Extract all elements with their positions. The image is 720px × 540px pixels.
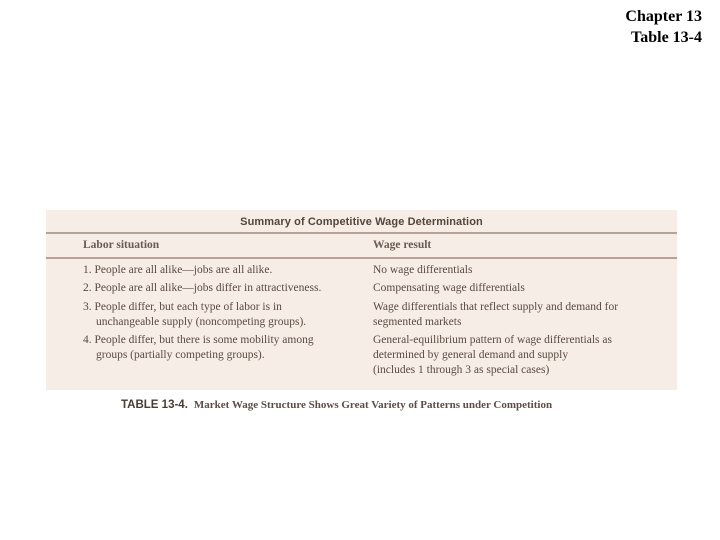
row-4-result-line: General-equilibrium pattern of wage differentials as (373, 334, 612, 346)
row-4-situation-line: 4. People differ, but there is some mobility among (83, 334, 314, 346)
row-4-situation-line: groups (partially competing groups). (96, 349, 265, 361)
wage-determination-table (46, 210, 677, 390)
caption-text: Market Wage Structure Shows Great Variety of Patterns under Competition (193, 399, 553, 411)
row-3-result-line: segmented markets (373, 316, 462, 328)
row-3-situation-line: unchangeable supply (noncompeting groups). (96, 316, 307, 328)
row-3-situation-line: 3. People differ, but each type of labor is in (83, 301, 282, 313)
row-1-result-line: No wage differentials (373, 264, 473, 276)
row-1-situation-line: 1. People are all alike—jobs are all alike. (83, 264, 273, 276)
table-top-rule (46, 232, 677, 234)
row-2-labor-situation (83, 281, 363, 296)
row-4-result-line: (includes 1 through 3 as special cases) (373, 364, 550, 376)
column-header-wage-result: Wage result (373, 239, 432, 251)
row-2-wage-result (373, 281, 665, 296)
row-3-wage-result (373, 300, 665, 330)
table-reference-label: Table 13-4 (631, 29, 702, 46)
table-header-rule (46, 257, 677, 259)
caption-label: TABLE 13-4. (121, 399, 188, 411)
row-2-situation-line: 2. People are all alike—jobs differ in attractiveness. (83, 282, 322, 294)
chapter-label: Chapter 13 (625, 8, 702, 25)
table-title: Summary of Competitive Wage Determination (240, 216, 483, 228)
row-4-wage-result (373, 333, 665, 378)
row-1-wage-result (373, 263, 665, 278)
column-header-labor-situation: Labor situation (83, 239, 160, 251)
row-2-result-line: Compensating wage differentials (373, 282, 525, 294)
row-3-result-line: Wage differentials that reflect supply and demand for (373, 301, 619, 313)
table-caption (121, 399, 552, 411)
row-3-labor-situation (83, 300, 363, 330)
row-4-result-line: determined by general demand and supply (373, 349, 569, 361)
slide-heading (625, 6, 702, 48)
row-4-labor-situation (83, 333, 363, 363)
row-1-labor-situation (83, 263, 363, 278)
